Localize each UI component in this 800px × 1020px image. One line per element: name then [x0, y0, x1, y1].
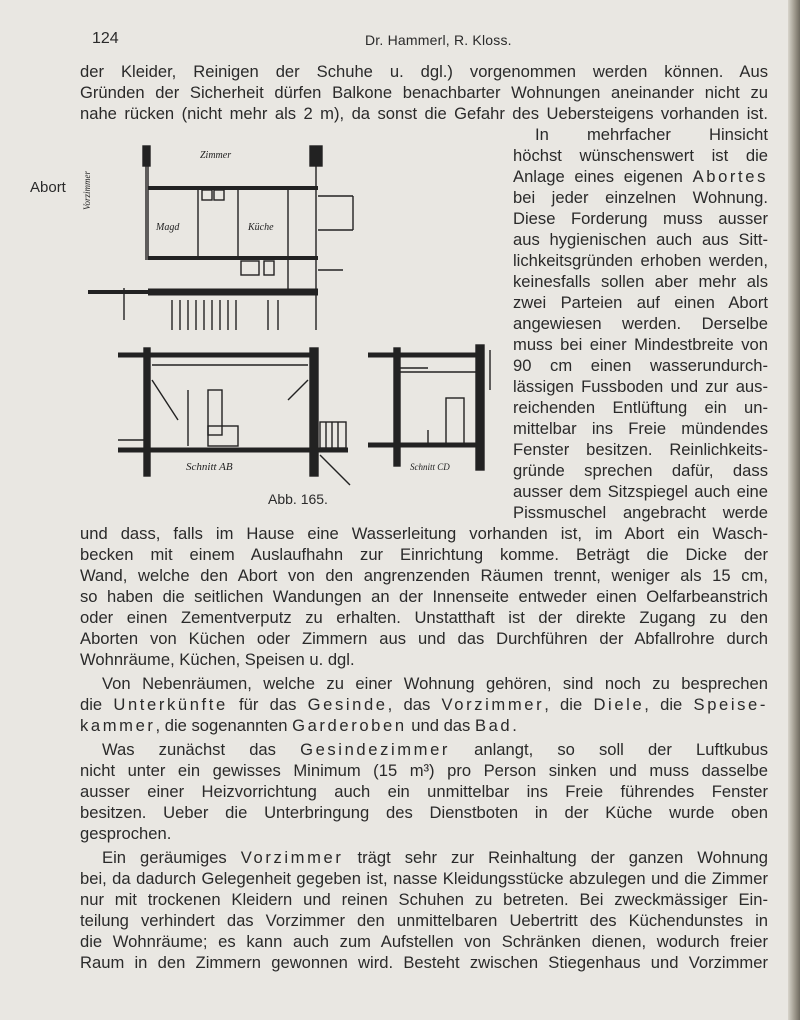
svg-text:Zimmer: Zimmer: [200, 150, 232, 161]
text-line: muss bei einer Mindestbreite von: [513, 335, 768, 354]
text-line: Was zunächst das Gesindezimmer anlangt, so soll der Luftkubus: [102, 740, 768, 759]
text-line: ausser dem Sitzspiegel auch eine: [513, 482, 768, 501]
floor-plan-figure: [82, 140, 498, 510]
text-line: nur mit trockenen Kleidern und reinen Schuhen zu betreten. Bei zweckmässiger Ein-: [80, 890, 768, 909]
svg-text:Vorzimmer: Vorzimmer: [82, 170, 92, 210]
svg-text:Magd: Magd: [156, 222, 180, 233]
text-line: kammer, die sogenannten Garderoben und das Bad.: [80, 716, 517, 735]
figure-caption: Abb. 165.: [268, 491, 328, 507]
running-head: Dr. Hammerl, R. Kloss.: [365, 32, 512, 48]
text-line: Diese Forderung muss ausser: [513, 209, 768, 228]
text-line: nicht unter ein gewisses Minimum (15 m³) pro Person sinken und muss dasselbe: [80, 761, 768, 780]
text-line: Ein geräumiges Vorzimmer trägt sehr zur Reinhaltung der ganzen Wohnung: [102, 848, 768, 867]
text-line: 90 cm einen wasserundurch-: [513, 356, 768, 375]
text-line: Aborten von Küchen oder Zimmern aus und das Durchführen der Abfallrohre durch: [80, 629, 768, 648]
text-line: so haben die seitlichen Wandungen an der Innenseite entweder einen Oelfarbeanstrich: [80, 587, 768, 606]
text-line: ausser einer Heizvorrichtung auch ein unmittelbar ins Freie führendes Fenster: [80, 782, 768, 801]
text-line: Anlage eines eigenen Abortes: [513, 167, 768, 186]
text-line: keinesfalls sollen aber mehr als: [513, 272, 768, 291]
page-number: 124: [92, 30, 119, 47]
text-line: oder einen Zementverputz zu erhalten. Unstatthaft ist der direkte Zugang zu den: [80, 608, 768, 627]
text-line: die Unterkünfte für das Gesinde, das Vorzimmer, die Diele, die Speise-: [80, 695, 768, 714]
page-edge-shadow: [788, 0, 800, 1020]
text-line: In mehrfacher Hinsicht: [535, 125, 768, 144]
text-line: höchst wünschenswert ist die: [513, 146, 768, 165]
text-line: Wand, welche den Abort von den angrenzenden Räumen trennt, weniger als 15 cm,: [80, 566, 768, 585]
text-line: gesprochen.: [80, 824, 172, 843]
text-line: aus hygienischen auch aus Sitt-: [513, 230, 768, 249]
text-line: Von Nebenräumen, welche zu einer Wohnung gehören, sind noch zu besprechen: [102, 674, 768, 693]
text-line: Gründen der Sicherheit dürfen Balkone benachbarter Wohnungen aneinander nicht zu: [80, 83, 768, 102]
text-line: nahe rücken (nicht mehr als 2 m), da sonst die Gefahr des Uebersteigens vorhanden ist.: [80, 104, 768, 123]
svg-text:Schnitt CD: Schnitt CD: [410, 462, 450, 472]
text-line: becken mit einem Auslaufhahn zur Einrichtung komme. Beträgt die Dicke der: [80, 545, 768, 564]
text-line: teilung verhindert das Vorzimmer den unmittelbaren Uebertritt des Küchendunstes in: [80, 911, 768, 930]
floor-plan-drawing: [82, 140, 498, 510]
text-line: angewiesen werden. Derselbe: [513, 314, 768, 333]
text-line: Raum in den Zimmern gewonnen wird. Besteht zwischen Stiegenhaus und Vorzimmer: [80, 953, 768, 972]
svg-text:Küche: Küche: [248, 222, 274, 233]
text-line: gründe sprechen dafür, dass: [513, 461, 768, 480]
text-line: Wohnräume, Küchen, Speisen u. dgl.: [80, 650, 355, 669]
page-header: [0, 30, 800, 54]
text-line: bei, da dadurch Gelegenheit gegeben ist, nasse Kleidungsstücke abzulegen und die Zimmer: [80, 869, 768, 888]
text-line: und dass, falls im Hause eine Wasserleitung vorhanden ist, im Abort ein Wasch-: [80, 524, 768, 543]
text-line: besitzen. Ueber die Unterbringung des Dienstboten in der Küche wurde oben: [80, 803, 768, 822]
text-line: mittelbar ins Freie mündendes: [513, 419, 768, 438]
svg-text:Schnitt AB: Schnitt AB: [186, 461, 233, 473]
text-line: lichkeitsgründen erhoben werden,: [513, 251, 768, 270]
text-line: lässigen Fussboden und zur aus-: [513, 377, 768, 396]
text-line: Pissmuschel angebracht werde: [513, 503, 768, 522]
text-line: zwei Parteien auf einen Abort: [513, 293, 768, 312]
margin-note: Abort: [30, 179, 66, 196]
text-line: der Kleider, Reinigen der Schuhe u. dgl.) vorgenommen werden können. Aus: [80, 62, 768, 81]
text-line: bei jeder einzelnen Wohnung.: [513, 188, 768, 207]
text-line: reichenden Entlüftung ein un-: [513, 398, 768, 417]
text-line: die Wohnräume; es kann auch zum Aufstellen von Schränken dienen, wodurch freier: [80, 932, 768, 951]
text-line: Fenster besitzen. Reinlichkeits-: [513, 440, 768, 459]
